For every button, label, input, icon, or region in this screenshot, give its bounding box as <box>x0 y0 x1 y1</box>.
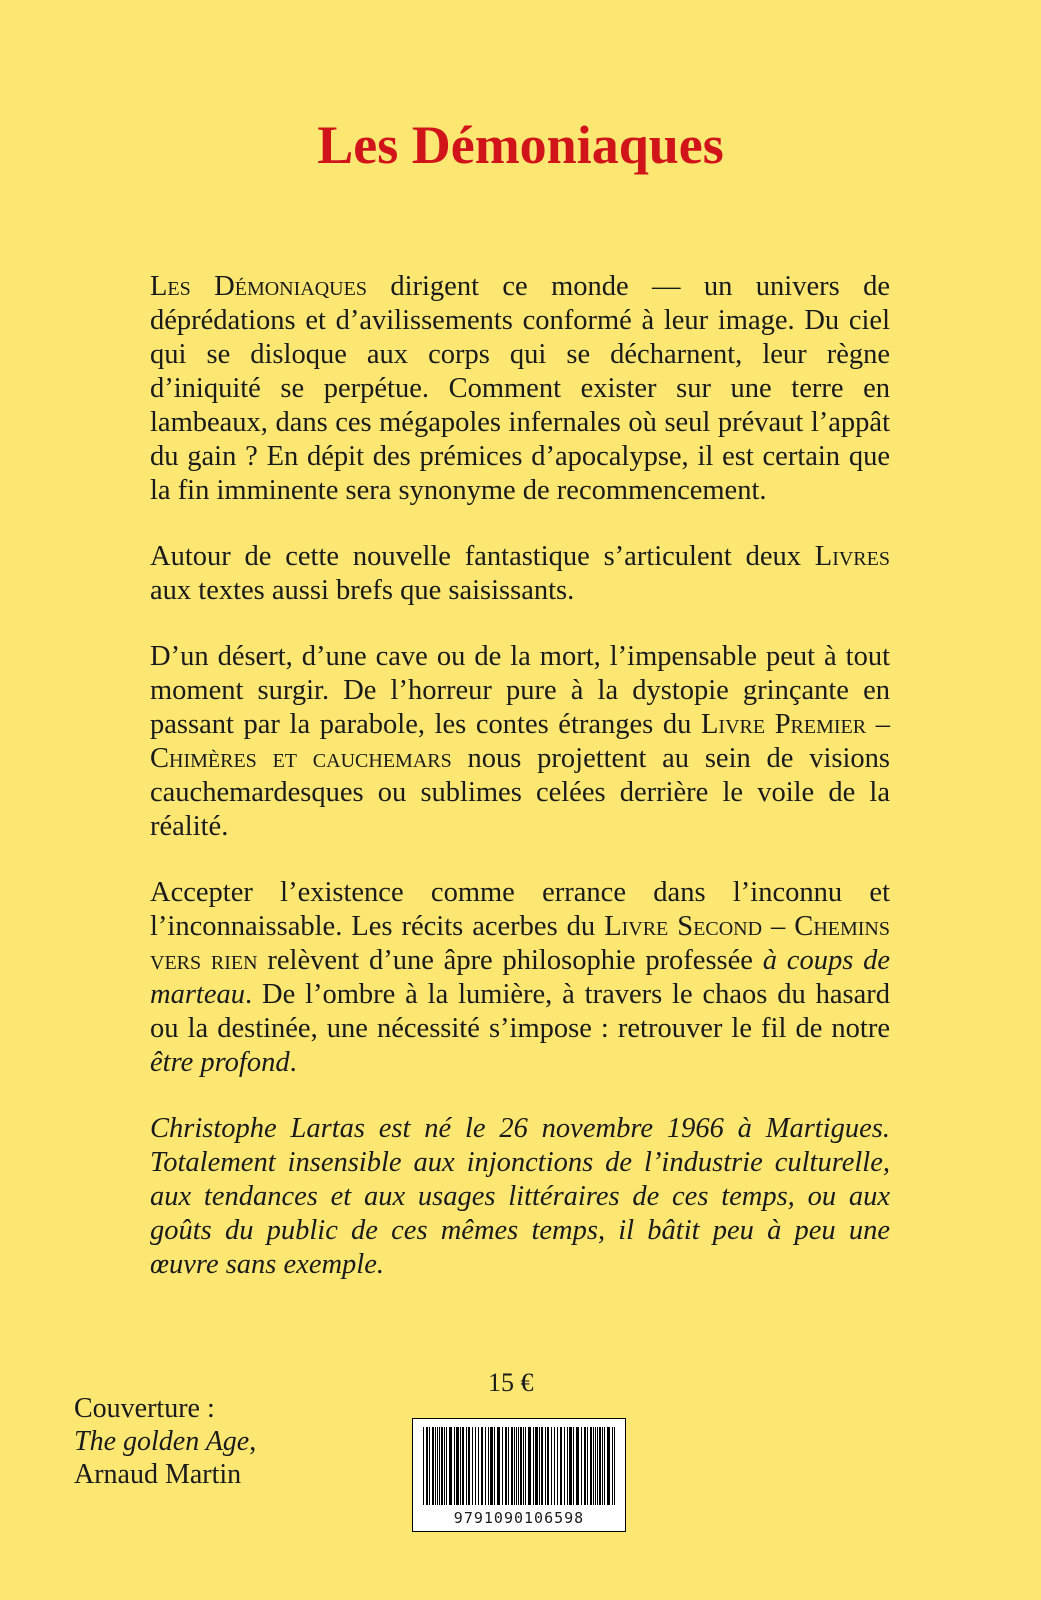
barcode-bar <box>554 1427 555 1505</box>
barcode-bar <box>505 1427 507 1505</box>
barcode-bar <box>567 1427 568 1505</box>
barcode-bar <box>460 1427 461 1505</box>
italic-phrase-etre: être profond <box>150 1047 290 1078</box>
italic-phrase-marteau: à coups de marteau <box>150 945 890 1010</box>
barcode-bar <box>564 1427 565 1505</box>
barcode-bar <box>516 1427 517 1505</box>
barcode-bar <box>599 1427 601 1505</box>
barcode-bar <box>547 1427 549 1505</box>
barcode-bar <box>456 1427 459 1505</box>
barcode-bar <box>593 1427 594 1505</box>
barcode <box>412 1418 626 1532</box>
barcode-bar <box>595 1427 596 1505</box>
barcode-bar <box>426 1427 428 1505</box>
paragraph-livre-second-b: relèvent d’une âpre philosophie professée <box>257 945 763 976</box>
barcode-bar <box>478 1427 479 1505</box>
barcode-bar <box>472 1427 473 1505</box>
barcode-bar <box>454 1427 455 1505</box>
barcode-bar <box>523 1427 524 1505</box>
barcode-bar <box>584 1427 586 1505</box>
barcode-bar <box>590 1427 592 1505</box>
barcode-bar <box>518 1427 519 1505</box>
livre-premier-title: Livre Premier – Chimères et cauchemars <box>150 709 890 774</box>
barcode-bar <box>551 1427 552 1505</box>
barcode-bar <box>604 1427 605 1505</box>
barcode-bar <box>535 1427 538 1505</box>
barcode-bar <box>429 1427 430 1505</box>
barcode-bar <box>525 1427 526 1505</box>
barcode-bar <box>539 1427 540 1505</box>
barcode-bar <box>481 1427 483 1505</box>
barcode-bar <box>444 1427 445 1505</box>
barcode-bar <box>520 1427 522 1505</box>
barcode-bar <box>494 1427 495 1505</box>
paragraph-structure <box>150 540 890 608</box>
barcode-bar <box>423 1427 424 1505</box>
livres-smallcaps: Livres <box>814 541 890 572</box>
barcode-bar <box>488 1427 489 1505</box>
author-bio: Christophe Lartas est né le 26 novembre 1966 à Martigues. Totalement insensible aux injonctions de l’industrie culturelle, aux tendances et aux usages littéraires de ces temps, ou aux goûts du public de ces mêmes temps, il bâtit peu à peu une œuvre sans exemple. <box>150 1113 890 1280</box>
barcode-bar <box>441 1427 443 1505</box>
barcode-bars <box>423 1427 615 1505</box>
cover-credit-work: The golden Age <box>74 1426 250 1457</box>
barcode-bar <box>576 1427 579 1505</box>
cover-credit-artist: Arnaud Martin <box>74 1459 242 1490</box>
barcode-bar <box>432 1427 434 1505</box>
paragraph-livre-premier-a: D’un désert, d’une cave ou de la mort, l’impensable peut à tout moment surgir. De l’horreur pure à la dystopie grinçante en passant par la parabole, les contes étranges du <box>150 641 890 740</box>
barcode-bar <box>485 1427 486 1505</box>
barcode-bar <box>587 1427 588 1505</box>
barcode-bar <box>569 1427 572 1505</box>
barcode-bar <box>437 1427 438 1505</box>
paragraph-livre-premier <box>150 640 890 844</box>
paragraph-intro <box>150 270 890 508</box>
paragraph-livre-premier-b: nous projettent au sein de visions cauchemardesques ou sublimes celées derrière le voile de la réalité. <box>150 743 890 842</box>
barcode-bar <box>475 1427 476 1505</box>
paragraph-structure-a: Autour de cette nouvelle fantastique s’articulent deux <box>150 541 815 572</box>
book-title: Les Démoniaques <box>317 115 724 175</box>
barcode-bar <box>490 1427 493 1505</box>
isbn-number: 9791090106598 <box>453 1509 585 1527</box>
barcode-bar <box>602 1427 603 1505</box>
book-name-smallcaps: Les Démoniaques <box>150 271 367 302</box>
cover-credit-work-line <box>74 1425 256 1458</box>
barcode-bar <box>435 1427 436 1505</box>
paragraph-livre-second-c: . De l’ombre à la lumière, à travers le chaos du hasard ou la destinée, une nécessité s’impose : retrouver le fil de notre <box>150 979 890 1044</box>
barcode-bar <box>497 1427 500 1505</box>
barcode-bar <box>560 1427 562 1505</box>
barcode-bar <box>607 1427 610 1505</box>
paragraph-livre-second-d: . <box>289 1047 297 1078</box>
paragraph-intro-text: dirigent ce monde — un univers de déprédations et d’avilissements conformé à leur image. Du ciel qui se disloque aux corps qui se décharnent, leur règne d’iniquité se perpétue. Comment exister sur une terre en lambeaux, dans ces mégapoles infernales où seul prévaut l’appât du gain ? En dépit des prémices d’apocalypse, il est certain que la fin imminente sera synonyme de recommencement. <box>150 271 890 506</box>
barcode-bar <box>449 1427 452 1505</box>
barcode-bar <box>528 1427 531 1505</box>
barcode-bar <box>514 1427 515 1505</box>
barcode-bar <box>541 1427 543 1505</box>
back-cover-text <box>150 270 890 1314</box>
barcode-bar <box>508 1427 509 1505</box>
paragraph-livre-second-a: Accepter l’existence comme errance dans l’inconnu et l’inconnaissable. Les récits acerbes du <box>150 877 890 942</box>
barcode-bar <box>614 1427 615 1505</box>
barcode-bar <box>557 1427 558 1505</box>
barcode-bar <box>502 1427 503 1505</box>
barcode-bar <box>612 1427 613 1505</box>
barcode-bar <box>468 1427 470 1505</box>
paragraph-structure-b: aux textes aussi brefs que saisissants. <box>150 575 575 606</box>
barcode-bar <box>533 1427 534 1505</box>
price: 15 € <box>488 1368 534 1397</box>
barcode-bar <box>597 1427 598 1505</box>
barcode-bar <box>511 1427 513 1505</box>
livre-second-title: Livre Second – Chemins vers rien <box>150 911 890 976</box>
barcode-bar <box>446 1427 447 1505</box>
barcode-bar <box>462 1427 464 1505</box>
paragraph-livre-second <box>150 876 890 1080</box>
cover-credit-label: Couverture : <box>74 1393 215 1424</box>
barcode-bar <box>545 1427 546 1505</box>
barcode-bar <box>466 1427 467 1505</box>
cover-credit <box>74 1392 256 1491</box>
barcode-bar <box>573 1427 574 1505</box>
barcode-bar <box>581 1427 582 1505</box>
cover-credit-comma: , <box>249 1426 257 1457</box>
barcode-bar <box>439 1427 440 1505</box>
